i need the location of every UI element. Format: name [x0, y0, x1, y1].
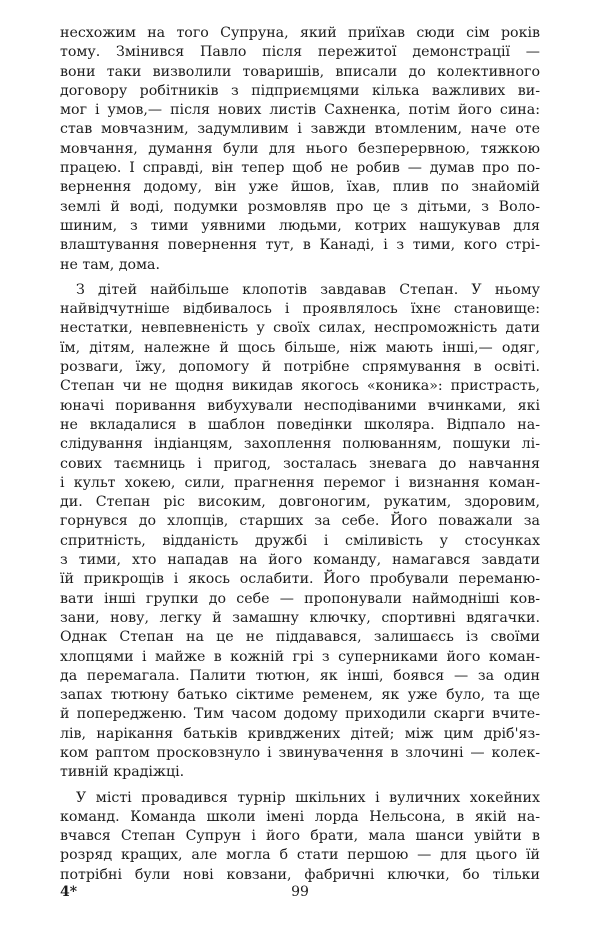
text-line: вернення додому, він уже йшов, їхав, плив по знайомій: [60, 179, 540, 196]
text-line: їй прикрощів і якось ослабити. Його пробували переманю-: [60, 571, 540, 588]
text-line: не вкладалися в шаблон поведінки школяра. Відпало на-: [60, 416, 540, 433]
text-line: і культ хокею, сили, прагнення перемог і визнання коман-: [60, 474, 540, 491]
text-line: мог і умов,— після нових листів Сахненка, потім його сина:: [60, 102, 540, 119]
text-line: З дітей найбільше клопотів завдавав Степан. У ньому: [76, 281, 540, 298]
text-line: вати інші групки до себе — пропонували наймодніші ков-: [60, 590, 540, 607]
text-line: сових таємниць і пригод, зосталась зневага до навчання: [60, 455, 540, 472]
body-text: [60, 24, 540, 885]
text-line: найвідчутніше відбивалось і проявлялось їхнє становище:: [60, 301, 540, 318]
text-line: мовчання, думання були для нього безперервною, тяжкою: [60, 140, 540, 157]
printer-signature-mark: 4*: [60, 884, 78, 900]
text-line: несхожим на того Супруна, який приїхав сюди сім років: [60, 25, 540, 41]
paragraph-1: [60, 24, 540, 275]
text-line: договору робітників з підприємцями кілька важливих ви-: [60, 82, 540, 99]
text-line: не там, дома.: [60, 256, 161, 273]
text-line: У місті провадився турнір шкільних і вуличних хокейних: [76, 789, 540, 806]
text-line: Однак Степан на це не піддавався, залишаєсь із своїми: [60, 629, 540, 646]
text-line: потрібні були нові ковзани, фабричні ключки, бо тільки: [60, 866, 540, 883]
text-line: команд. Команда школи імені лорда Нельсона, в якій на-: [60, 808, 540, 825]
paragraph-3: [60, 789, 540, 885]
text-line: ком раптом просковзнуло і звинувачення в злочині — колек-: [60, 744, 540, 761]
text-line: нестатки, невпевненість у своїх силах, неспроможність дати: [60, 320, 540, 337]
text-line: лів, нарікання батьків кривджених дітей; між цим дріб'яз-: [60, 725, 540, 742]
text-line: горнувся до хлопців, старших за себе. Його поважали за: [60, 513, 540, 530]
text-line: розваги, їжу, допомогу й потрібне спрямування в освіті.: [60, 359, 540, 376]
text-line: тому. Змінився Павло після пережитої демонстрації —: [60, 44, 540, 61]
text-line: й попередженю. Тим часом додому приходили скарги вчите-: [60, 706, 540, 723]
text-line: працею. І справді, він тепер щоб не робив — думав про по-: [60, 160, 540, 177]
text-line: тивній крадіжці.: [60, 764, 185, 781]
text-line: слідування індіанцям, захоплення полюванням, пошуки лі-: [60, 436, 540, 453]
text-line: хлопцями і майже в кожній грі з суперниками його коман-: [60, 648, 540, 665]
paragraph-2: [60, 281, 540, 783]
text-line: вчався Степан Супрун і його брати, мала шанси увійти в: [60, 828, 540, 845]
text-line: з тими, хто нападав на його команду, намагався завдати: [60, 552, 540, 569]
text-line: Степан чи не щодня викидав якогось «коника»: пристрасть,: [60, 378, 540, 395]
text-line: да перемагала. Палити тютюн, як інші, боявся — за один: [60, 667, 540, 684]
text-line: землі й воді, подумки розмовляв про це з дітьми, з Воло-: [60, 198, 540, 215]
text-line: зани, нову, легку й замашну ключку, спортивні вдягачки.: [60, 609, 540, 626]
text-line: вони таки визволили товаришів, вписали до колективного: [60, 63, 540, 80]
text-line: став мовчазним, задумливим і завжди втомленим, наче оте: [60, 121, 540, 138]
text-line: розряд кращих, але могла б стати першою — для цього їй: [60, 847, 540, 864]
text-line: ди. Степан ріс високим, довгоногим, рукатим, здоровим,: [60, 494, 540, 511]
page-number: 99: [291, 884, 309, 900]
text-line: шиним, з тими уявними людьми, котрих нашукував для: [60, 217, 540, 234]
text-line: влаштування повернення тут, в Канаді, і з тими, кого стрі-: [60, 237, 540, 254]
text-line: їм, дітям, належне й щось більше, ніж мають інші,— одяг,: [60, 339, 540, 356]
text-line: запах тютюну батько сіктиме ременем, як уже було, та ще: [60, 687, 540, 704]
text-line: спритність, відданість дружбі і сміливість у стосунках: [60, 532, 540, 549]
text-line: юначі поривання вибухували несподіваними вчинками, які: [60, 397, 540, 414]
